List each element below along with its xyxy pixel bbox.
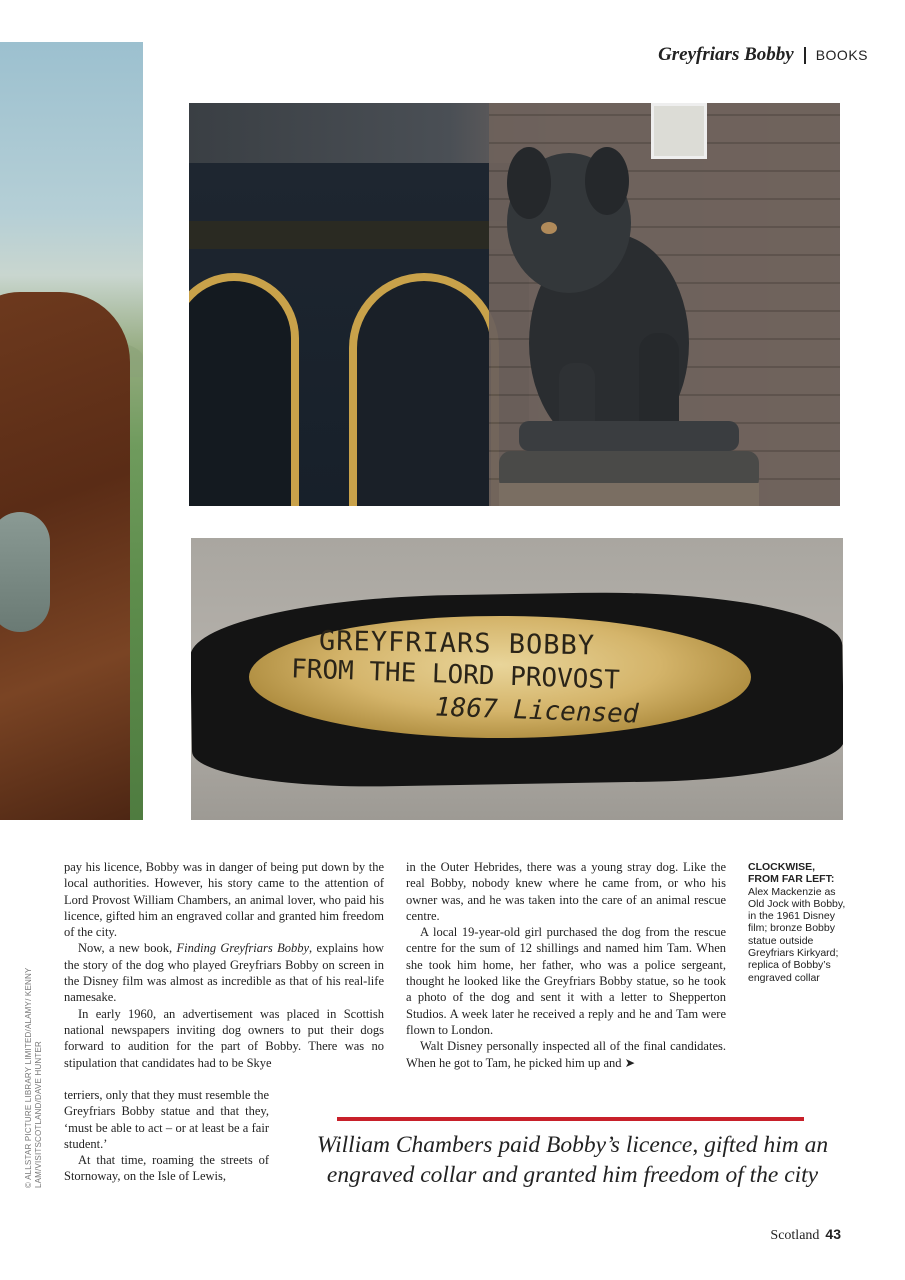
body-column-2 — [406, 859, 726, 1071]
collar-engraving — [249, 616, 751, 738]
paragraph — [64, 940, 384, 1005]
photo-credit: © ALLSTAR PICTURE LIBRARY LIMITED/ALAMY/ KENNY LAM/VISITSCOTLAND/DAVE HUNTER — [24, 967, 43, 1188]
continue-arrow-icon: ➤ — [624, 1055, 636, 1070]
collar-line-3: 1867 Licensed — [434, 692, 639, 730]
paragraph — [406, 1038, 726, 1071]
photo-caption — [748, 861, 846, 984]
paragraph: pay his licence, Bobby was in danger of being put down by the local authorities. However, his story came to the attention of Lord Provost William Chambers, an animal lover, who paid his licence, gifted him an engraved collar and granted him freedom of the city. — [64, 860, 384, 940]
header-divider — [804, 47, 806, 64]
statue-pedestal — [499, 421, 759, 506]
caption-heading: CLOCKWISE, FROM FAR LEFT: — [748, 861, 835, 886]
pull-quote-rule — [337, 1117, 804, 1121]
page-footer — [770, 1226, 841, 1244]
text-run: Now, a new book, — [78, 941, 177, 956]
photo-arch-left — [189, 273, 299, 506]
text-run: , explains how the story of the dog who played Greyfriars Bobby on screen in the Disney film was almost as incredible as that of his real-life namesake. — [64, 941, 384, 1005]
magazine-name: Scotland — [770, 1228, 820, 1243]
body-column-1 — [64, 859, 384, 1071]
photo-pub-sign-band — [189, 221, 529, 249]
collar-line-2: FROM THE LORD PROVOST — [290, 654, 621, 696]
header-title: Greyfriars Bobby — [658, 44, 794, 65]
collar-line-1: GREYFRIARS BOBBY — [318, 625, 596, 662]
book-title: Finding Greyfriars Bobby — [176, 941, 309, 956]
photo-collar — [191, 538, 843, 820]
statue-dog-figure — [489, 133, 729, 463]
photo-sleeve — [0, 512, 50, 632]
header-section: BOOKS — [815, 47, 868, 63]
photo-film-still — [0, 42, 143, 820]
paragraph: in the Outer Hebrides, there was a young stray dog. Like the real Bobby, nobody knew where he came from, or who his owner was, and he was taken into the care of an animal rescue centre. — [406, 860, 726, 923]
page-number: 43 — [825, 1226, 841, 1242]
paragraph: At that time, roaming the streets of Stornoway, on the Isle of Lewis, — [64, 1153, 269, 1184]
running-header — [658, 44, 868, 66]
paragraph: A local 19-year-old girl purchased the dog from the rescue centre for the sum of 12 shillings and named him Tam. When she took him home, her father, who was a police sergeant, thought he looked like the Greyfriars Bobby statue, so he took a photo of the dog and sent it with a letter to Shepperton Studios. A week later he received a reply and he and Tam were flown to London. — [406, 925, 726, 1037]
caption-text: Alex Mackenzie as Old Jock with Bobby, in the 1961 Disney film; bronze Bobby statue outside Greyfriars Kirkyard; replica of Bobby’s engraved collar — [748, 885, 846, 984]
body-column-1-continued — [64, 1087, 269, 1185]
photo-arch-right — [349, 273, 499, 506]
paragraph: terriers, only that they must resemble the Greyfriars Bobby statue and that they, ‘must be able to act – or at least be a fair student.’ — [64, 1088, 269, 1151]
paragraph: In early 1960, an advertisement was placed in Scottish national newspapers inviting dog owners to put their dogs forward to audition for the part of Bobby. There was no stipulation that candidates had to be Skye — [64, 1006, 384, 1070]
pull-quote: William Chambers paid Bobby’s licence, gifted him an engraved collar and granted him freedom of the city — [316, 1132, 829, 1188]
photo-bobby-statue — [189, 103, 840, 506]
text-run: Walt Disney personally inspected all of the final candidates. When he got to Tam, he picked him up and — [406, 1039, 726, 1070]
